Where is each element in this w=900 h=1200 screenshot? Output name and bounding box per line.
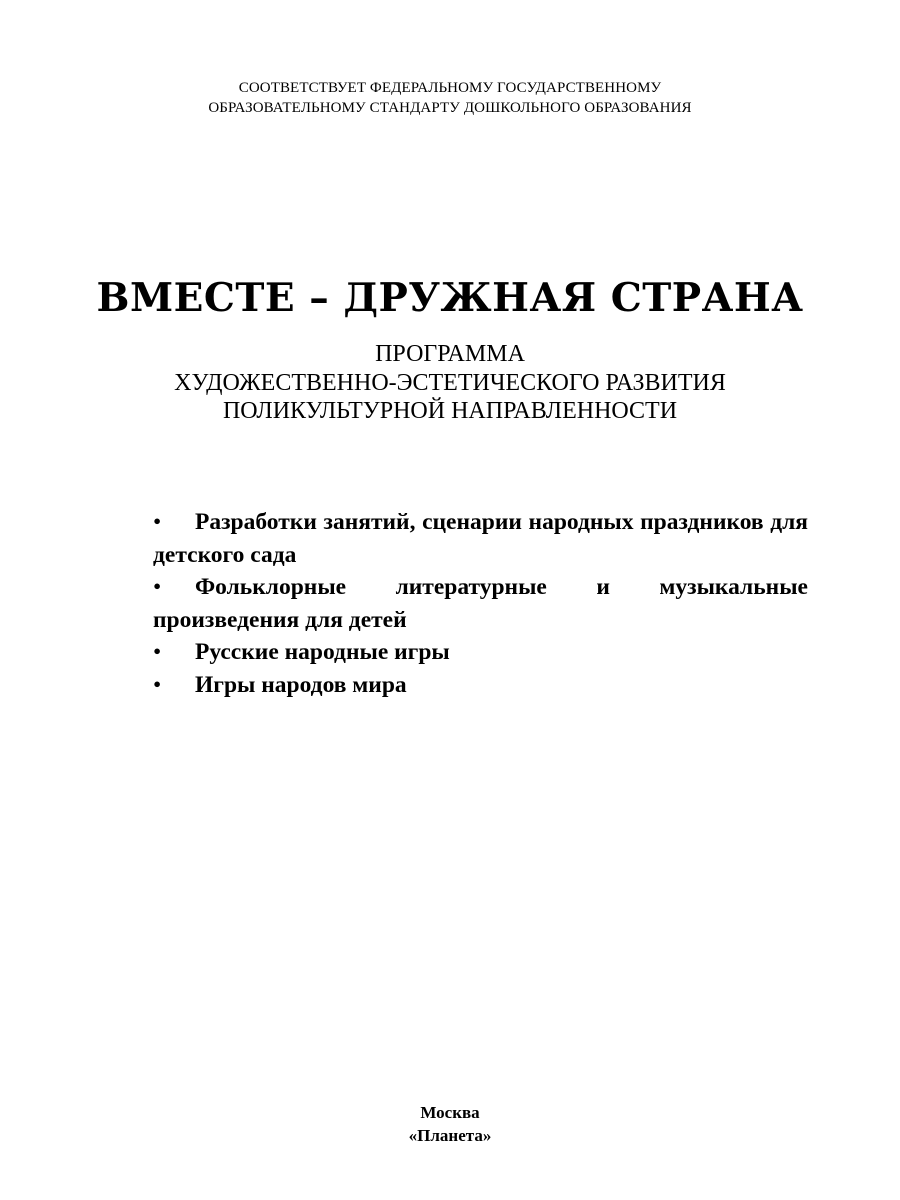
standard-notice-line-2: ОБРАЗОВАТЕЛЬНОМУ СТАНДАРТУ ДОШКОЛЬНОГО ОБРАЗОВАНИЯ — [208, 100, 692, 116]
feature-item — [153, 636, 808, 669]
feature-text: Игры народов мира — [195, 671, 407, 698]
imprint — [0, 1101, 900, 1147]
feature-item — [153, 669, 808, 702]
feature-text: Разработки занятий, сценарии народных праздников для детского сада — [153, 509, 808, 568]
bullet-icon: • — [153, 574, 162, 600]
feature-item — [153, 571, 808, 636]
book-title: ВМЕСТЕ – ДРУЖНАЯ СТРАНА — [96, 275, 804, 321]
feature-text: Русские народные игры — [195, 639, 450, 665]
imprint-publisher: «Планета» — [408, 1126, 492, 1145]
subtitle-line-3: ПОЛИКУЛЬТУРНОЙ НАПРАВЛЕННОСТИ — [222, 398, 678, 424]
standard-notice — [0, 78, 900, 118]
subtitle-line-2: ХУДОЖЕСТВЕННО-ЭСТЕТИЧЕСКОГО РАЗВИТИЯ — [174, 369, 726, 396]
bullet-icon: • — [153, 671, 162, 698]
bullet-icon: • — [153, 509, 162, 535]
standard-notice-line-1: СООТВЕТСТВУЕТ ФЕДЕРАЛЬНОМУ ГОСУДАРСТВЕННОМУ — [238, 80, 662, 96]
feature-item — [153, 506, 808, 571]
subtitle-line-1: ПРОГРАММА — [375, 341, 525, 367]
book-subtitle — [0, 340, 900, 426]
feature-text: Фольклорные литературные и музыкальные произведения для детей — [153, 574, 808, 633]
feature-list — [153, 506, 808, 701]
imprint-city: Москва — [420, 1103, 480, 1122]
bullet-icon: • — [153, 639, 162, 665]
